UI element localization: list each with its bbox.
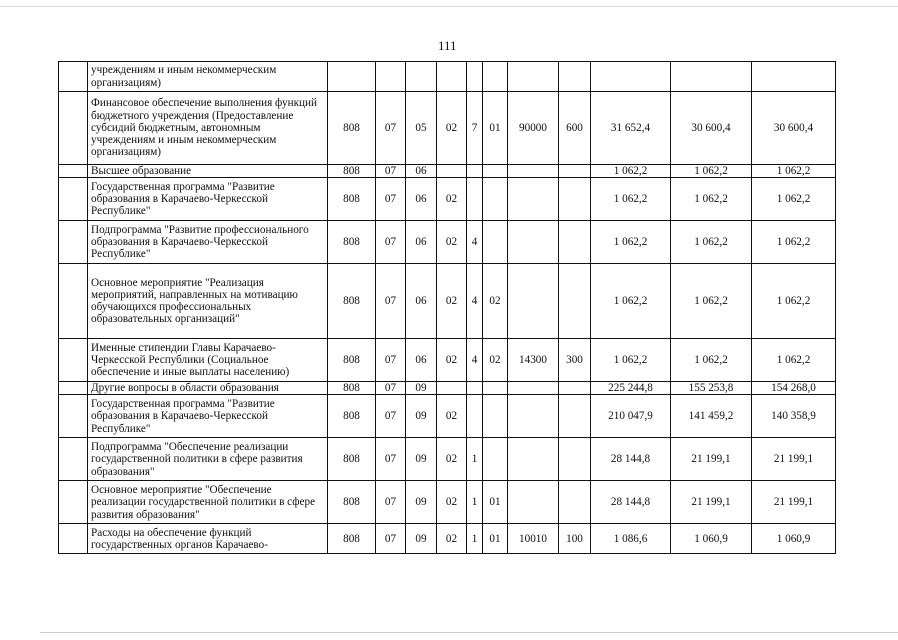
table-row [59, 481, 836, 524]
event-code-cell [483, 178, 508, 221]
table-row [59, 92, 836, 165]
event-code-cell [483, 382, 508, 395]
amount-year-3-cell: 154 268,0 [752, 382, 836, 395]
amount-year-2-cell: 155 253,8 [671, 382, 752, 395]
row-name-cell: Именные стипендии Главы Карачаево-Черкесской Республики (Социальное обеспечение и иные выплаты населению) [88, 339, 328, 382]
table-row [59, 382, 836, 395]
amount-year-2-cell: 1 062,2 [671, 339, 752, 382]
event-code-cell [483, 165, 508, 178]
amount-year-2-cell [671, 62, 752, 92]
row-number-cell [59, 92, 88, 165]
section-code-cell: 07 [376, 165, 406, 178]
subsection-code-cell [406, 62, 437, 92]
expense-direction-code-cell [508, 382, 559, 395]
event-code-cell: 02 [483, 339, 508, 382]
subprogram-code-cell [467, 178, 483, 221]
subsection-code-cell: 05 [406, 92, 437, 165]
event-code-cell: 01 [483, 481, 508, 524]
amount-year-3-cell: 140 358,9 [752, 395, 836, 438]
budget-table [58, 61, 836, 554]
ministry-code-cell: 808 [328, 264, 376, 339]
amount-year-1-cell: 1 062,2 [591, 221, 671, 264]
subprogram-code-cell: 1 [467, 438, 483, 481]
subsection-code-cell: 06 [406, 221, 437, 264]
table-row [59, 165, 836, 178]
row-name-cell: Подпрограмма "Обеспечение реализации государственной политики в сфере развития образования" [88, 438, 328, 481]
section-code-cell: 07 [376, 221, 406, 264]
subprogram-code-cell: 7 [467, 92, 483, 165]
row-name-cell: Финансовое обеспечение выполнения функций бюджетного учреждения (Предоставление субсидий бюджетным, автономным учреждениям и иным некоммерческим организациям) [88, 92, 328, 165]
row-number-cell [59, 382, 88, 395]
amount-year-2-cell: 141 459,2 [671, 395, 752, 438]
subsection-code-cell: 09 [406, 438, 437, 481]
amount-year-1-cell: 1 062,2 [591, 339, 671, 382]
subprogram-code-cell [467, 395, 483, 438]
row-name-cell: Государственная программа "Развитие образования в Карачаево-Черкесской Республике" [88, 395, 328, 438]
expense-direction-code-cell [508, 62, 559, 92]
expense-direction-code-cell [508, 395, 559, 438]
row-number-cell [59, 481, 88, 524]
amount-year-2-cell: 21 199,1 [671, 438, 752, 481]
row-number-cell [59, 395, 88, 438]
section-code-cell: 07 [376, 264, 406, 339]
row-number-cell [59, 178, 88, 221]
program-code-cell: 02 [437, 395, 467, 438]
row-name-cell: Высшее образование [88, 165, 328, 178]
section-code-cell: 07 [376, 438, 406, 481]
event-code-cell [483, 221, 508, 264]
expense-type-code-cell: 600 [559, 92, 591, 165]
ministry-code-cell [328, 62, 376, 92]
section-code-cell: 07 [376, 178, 406, 221]
row-name-cell: учреждениям и иным некоммерческим организациям) [88, 62, 328, 92]
row-name-cell: Другие вопросы в области образования [88, 382, 328, 395]
expense-type-code-cell [559, 382, 591, 395]
amount-year-1-cell [591, 62, 671, 92]
ministry-code-cell: 808 [328, 382, 376, 395]
expense-direction-code-cell [508, 165, 559, 178]
subsection-code-cell: 09 [406, 395, 437, 438]
expense-type-code-cell [559, 178, 591, 221]
subprogram-code-cell [467, 382, 483, 395]
amount-year-3-cell: 1 062,2 [752, 264, 836, 339]
expense-direction-code-cell [508, 178, 559, 221]
amount-year-1-cell: 225 244,8 [591, 382, 671, 395]
expense-type-code-cell [559, 395, 591, 438]
expense-direction-code-cell [508, 264, 559, 339]
amount-year-2-cell: 1 062,2 [671, 221, 752, 264]
ministry-code-cell: 808 [328, 165, 376, 178]
amount-year-2-cell: 1 060,9 [671, 524, 752, 554]
amount-year-2-cell: 1 062,2 [671, 178, 752, 221]
table-row [59, 264, 836, 339]
section-code-cell: 07 [376, 382, 406, 395]
scan-edge-bottom [40, 632, 898, 633]
program-code-cell: 02 [437, 339, 467, 382]
subsection-code-cell: 06 [406, 264, 437, 339]
event-code-cell [483, 62, 508, 92]
amount-year-2-cell: 21 199,1 [671, 481, 752, 524]
amount-year-2-cell: 1 062,2 [671, 264, 752, 339]
expense-direction-code-cell [508, 221, 559, 264]
event-code-cell: 01 [483, 92, 508, 165]
table-row [59, 62, 836, 92]
program-code-cell: 02 [437, 264, 467, 339]
section-code-cell: 07 [376, 395, 406, 438]
ministry-code-cell: 808 [328, 178, 376, 221]
section-code-cell: 07 [376, 339, 406, 382]
row-number-cell [59, 221, 88, 264]
expense-type-code-cell: 100 [559, 524, 591, 554]
amount-year-1-cell: 1 086,6 [591, 524, 671, 554]
subsection-code-cell: 06 [406, 165, 437, 178]
amount-year-3-cell [752, 62, 836, 92]
expense-type-code-cell [559, 481, 591, 524]
table-row [59, 339, 836, 382]
section-code-cell: 07 [376, 92, 406, 165]
expense-type-code-cell [559, 221, 591, 264]
ministry-code-cell: 808 [328, 395, 376, 438]
amount-year-3-cell: 1 062,2 [752, 221, 836, 264]
amount-year-1-cell: 210 047,9 [591, 395, 671, 438]
subprogram-code-cell: 4 [467, 264, 483, 339]
subprogram-code-cell [467, 165, 483, 178]
ministry-code-cell: 808 [328, 438, 376, 481]
row-name-cell: Государственная программа "Развитие образования в Карачаево-Черкесской Республике" [88, 178, 328, 221]
program-code-cell: 02 [437, 524, 467, 554]
subsection-code-cell: 06 [406, 339, 437, 382]
section-code-cell [376, 62, 406, 92]
amount-year-3-cell: 1 062,2 [752, 178, 836, 221]
amount-year-2-cell: 1 062,2 [671, 165, 752, 178]
amount-year-3-cell: 21 199,1 [752, 438, 836, 481]
page-number: 111 [438, 38, 457, 53]
event-code-cell: 01 [483, 524, 508, 554]
row-number-cell [59, 264, 88, 339]
amount-year-1-cell: 1 062,2 [591, 178, 671, 221]
subprogram-code-cell: 4 [467, 221, 483, 264]
ministry-code-cell: 808 [328, 339, 376, 382]
expense-direction-code-cell [508, 481, 559, 524]
amount-year-3-cell: 30 600,4 [752, 92, 836, 165]
program-code-cell [437, 382, 467, 395]
row-number-cell [59, 524, 88, 554]
expense-type-code-cell [559, 438, 591, 481]
program-code-cell: 02 [437, 481, 467, 524]
expense-type-code-cell: 300 [559, 339, 591, 382]
expense-direction-code-cell: 90000 [508, 92, 559, 165]
program-code-cell: 02 [437, 92, 467, 165]
table-row [59, 395, 836, 438]
section-code-cell: 07 [376, 481, 406, 524]
program-code-cell: 02 [437, 438, 467, 481]
subprogram-code-cell: 1 [467, 524, 483, 554]
subprogram-code-cell [467, 62, 483, 92]
event-code-cell: 02 [483, 264, 508, 339]
table-row [59, 221, 836, 264]
ministry-code-cell: 808 [328, 524, 376, 554]
expense-type-code-cell [559, 165, 591, 178]
ministry-code-cell: 808 [328, 92, 376, 165]
row-number-cell [59, 339, 88, 382]
subprogram-code-cell: 1 [467, 481, 483, 524]
subprogram-code-cell: 4 [467, 339, 483, 382]
expense-type-code-cell [559, 264, 591, 339]
ministry-code-cell: 808 [328, 221, 376, 264]
amount-year-3-cell: 1 062,2 [752, 339, 836, 382]
expense-direction-code-cell: 14300 [508, 339, 559, 382]
amount-year-1-cell: 1 062,2 [591, 264, 671, 339]
amount-year-2-cell: 30 600,4 [671, 92, 752, 165]
event-code-cell [483, 438, 508, 481]
subsection-code-cell: 09 [406, 382, 437, 395]
row-name-cell: Подпрограмма "Развитие профессионального образования в Карачаево-Черкесской Республике" [88, 221, 328, 264]
row-number-cell [59, 165, 88, 178]
table-row [59, 178, 836, 221]
row-name-cell: Основное мероприятие "Обеспечение реализации государственной политики в сфере развития образования" [88, 481, 328, 524]
program-code-cell: 02 [437, 221, 467, 264]
row-name-cell: Основное мероприятие "Реализация мероприятий, направленных на мотивацию обучающихся профессиональных образовательных организаций" [88, 264, 328, 339]
scan-edge-top [0, 6, 898, 7]
program-code-cell: 02 [437, 178, 467, 221]
row-number-cell [59, 62, 88, 92]
ministry-code-cell: 808 [328, 481, 376, 524]
amount-year-1-cell: 28 144,8 [591, 481, 671, 524]
table-row [59, 438, 836, 481]
expense-direction-code-cell [508, 438, 559, 481]
expense-type-code-cell [559, 62, 591, 92]
subsection-code-cell: 09 [406, 481, 437, 524]
amount-year-3-cell: 1 062,2 [752, 165, 836, 178]
expense-direction-code-cell: 10010 [508, 524, 559, 554]
program-code-cell [437, 62, 467, 92]
subsection-code-cell: 06 [406, 178, 437, 221]
program-code-cell [437, 165, 467, 178]
amount-year-1-cell: 31 652,4 [591, 92, 671, 165]
event-code-cell [483, 395, 508, 438]
amount-year-1-cell: 28 144,8 [591, 438, 671, 481]
row-name-cell: Расходы на обеспечение функций государственных органов Карачаево- [88, 524, 328, 554]
amount-year-3-cell: 21 199,1 [752, 481, 836, 524]
row-number-cell [59, 438, 88, 481]
amount-year-3-cell: 1 060,9 [752, 524, 836, 554]
subsection-code-cell: 09 [406, 524, 437, 554]
section-code-cell: 07 [376, 524, 406, 554]
amount-year-1-cell: 1 062,2 [591, 165, 671, 178]
table-row [59, 524, 836, 554]
